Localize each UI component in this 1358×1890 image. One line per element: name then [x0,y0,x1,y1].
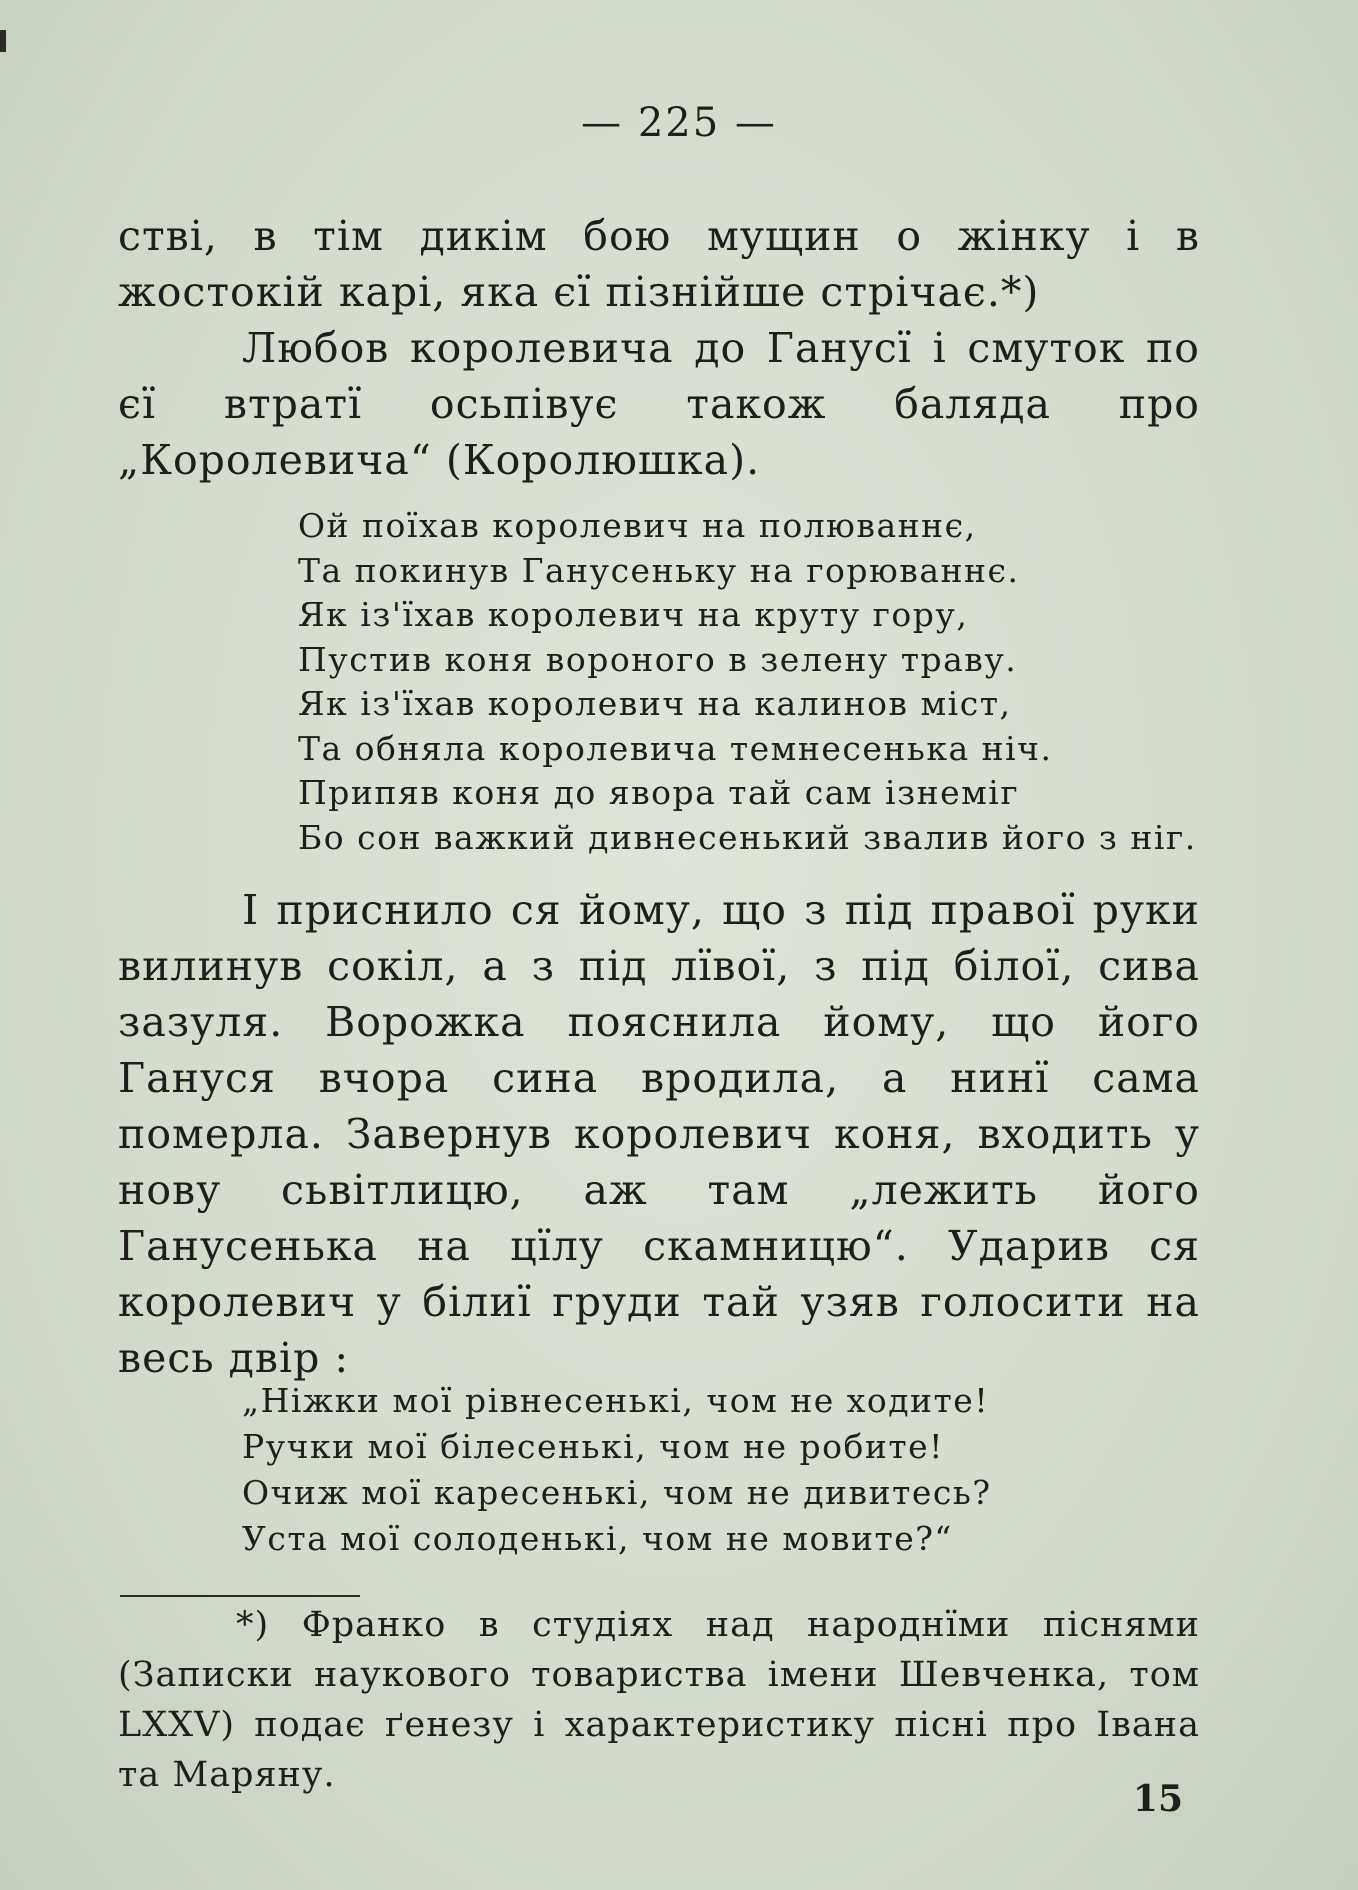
verse-1-line: Бо сон важкий дивнесенький звалив його з ніг. [298,817,1197,857]
text-block-middle [118,882,1200,1386]
verse-1 [298,504,1197,860]
verse-1-line: Ой поїхав королевич на полюваннє, [298,506,977,545]
paragraph-2: Любов королевича до Ганусї і смуток по єї втратї осьпівує також баляда про „Королевича“ (Королюшка). [118,324,1200,484]
verse-2-line: Очиж мої каресенькі, чом не дивитесь? [242,1473,992,1512]
footnote [118,1600,1200,1800]
verse-1-line: Як із'їхав королевич на калинов міст, [298,684,1012,723]
footnote-text: *) Франко в студіях над народнїми піснями (Записки наукового товариства імени Шевченка, том LXXV) подає ґенезу і характеристику пісні про Івана та Маряну. [118,1605,1200,1795]
signature-mark: 15 [1132,1778,1183,1820]
verse-1-line: Та покинув Ганусеньку на горюваннє. [298,550,1020,590]
page-number: — 225 — [581,100,777,146]
verse-1-line: Як із'їхав королевич на круту гору, [298,595,969,634]
verse-1-line: Пустив коня вороного в зелену траву. [298,639,1018,679]
paragraph-1: стві, в тім дикім бою мущин о жінку і в жостокій карі, яка єї пізнійше стрічає.*) [118,212,1200,316]
verse-2-line: Ручки мої білесенькі, чом не робите! [242,1427,944,1466]
paragraph-3: І приснило ся йому, що з під правої руки вилинув сокіл, а з під лївої, з під білої, сива зазуля. Ворожка пояснила йому, що його Гануся вчора сина вродила, а нинї сама померла. Завернув королевич коня, входить у нову сьвітлицю, аж там „лежить його Ганусенька на цїлу скамницю“. Ударив ся королевич у білиї груди тай узяв голосити на весь двір : [118,886,1200,1382]
text-block-top [118,208,1200,488]
edge-mark [0,30,6,52]
verse-2 [242,1378,992,1562]
verse-2-line: „Ніжки мої рівнесенькі, чом не ходите! [242,1381,990,1420]
verse-1-line: Та обняла королевича темнесенька ніч. [298,728,1053,768]
verse-1-line: Припяв коня до явора тай сам ізнеміг [298,773,1020,812]
footnote-rule [120,1595,360,1597]
verse-2-line: Уста мої солоденькі, чом не мовите?“ [242,1519,953,1558]
